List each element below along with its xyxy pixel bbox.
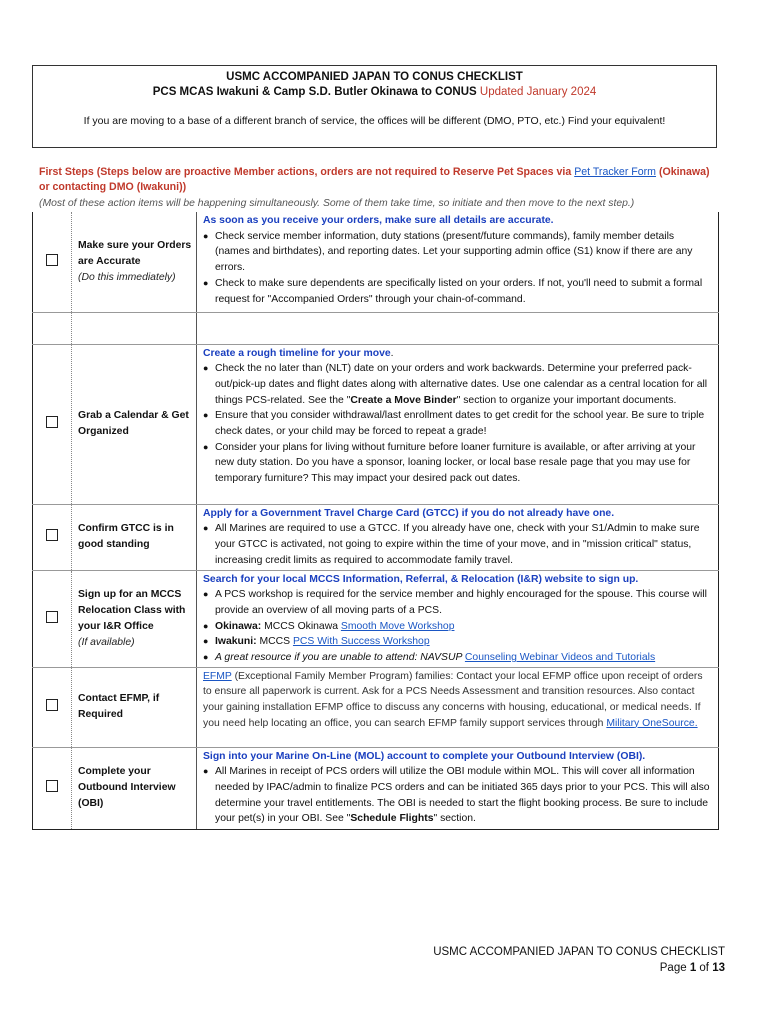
item-name-cell (72, 570, 197, 667)
bullet-bold: Schedule Flights (350, 813, 434, 825)
item-desc-cell (197, 747, 719, 829)
item-desc-cell (197, 344, 719, 504)
page-total: 13 (712, 962, 725, 974)
bullet-text: A great resource if you are unable to attend: NAVSUP (215, 652, 465, 664)
item-name: Contact EFMP, if Required (78, 693, 160, 720)
table-row (33, 570, 719, 667)
item-desc-cell (197, 667, 719, 747)
list-item (203, 634, 710, 650)
bullet-text: " section. (433, 813, 476, 825)
checkbox-cell (33, 312, 72, 344)
pet-tracker-link[interactable]: Pet Tracker Form (574, 166, 657, 178)
document-subtitle (33, 85, 716, 100)
subtitle-text: PCS MCAS Iwakuni & Camp S.D. Butler Okinawa to CONUS (152, 86, 477, 98)
pcs-success-link[interactable]: PCS With Success Workshop (292, 636, 430, 648)
bullet-text: All Marines in receipt of PCS orders will utilize the OBI module within MOL. This will cover all information needed by IPAC/admin to finalize PCS orders and can be initiated 365 days prior to your PCS. This will also determine your travel entitlements. The OBI is needed to start the flight booking process. Be sure to include your pet(s) in your OBI. See " (215, 766, 710, 825)
table-row (33, 504, 719, 570)
first-steps-text-after: (Okinawa) or contacting DMO (Iwakuni)) (39, 166, 710, 193)
item-desc-head: Create a rough timeline for your move. (203, 347, 394, 359)
list-item (203, 650, 710, 666)
bullet-list (203, 229, 710, 308)
smooth-move-link[interactable]: Smooth Move Workshop (340, 620, 455, 632)
bullet-list (203, 764, 710, 827)
bullet-list (203, 521, 710, 568)
item-name: Make sure your Orders are Accurate (78, 239, 192, 267)
item-desc-head: Apply for a Government Travel Charge Card (GTCC) if you do not already have one. (203, 507, 615, 519)
efmp-text: (Exceptional Family Member Program) families: Contact your local EFMP office upon receipt of orders to ensure all paperwork is current. Ask for a PCS Needs Assessment and transition resources. Also contact your gaining installation EFMP office to discuss any concerns with housing, educational, or medical needs. If you need help locating an office, you can search EFMP family support services through (203, 670, 703, 729)
list-item: ● All Marines are required to use a GTCC. If you already have one, check with your S1/Admin to make sure your GTCC is activated, not going to expire within the time of your move, and in "mission critical" status, increasing credit limits as required to accommodate family travel. (203, 521, 710, 568)
item-name-cell (72, 667, 197, 747)
page-of: of (696, 962, 713, 974)
list-item: ● A PCS workshop is required for the service member and highly encouraged for the spouse. This course will provide an overview of all moving parts of a PCS. (203, 587, 710, 618)
table-row-empty (33, 312, 719, 344)
bullet-list (203, 587, 710, 666)
header-note: If you are moving to a base of a different branch of service, the offices will be different (DMO, PTO, etc.) Find your equivalent! (83, 115, 666, 127)
page-footer (433, 944, 725, 976)
item-name: Complete your Outbound Interview (OBI) (78, 766, 176, 809)
checkbox-cell (33, 667, 72, 747)
item-desc-head: Sign into your Marine On-Line (MOL) account to complete your Outbound Interview (OBI). (203, 750, 646, 762)
checkbox-calendar[interactable] (46, 416, 58, 428)
checkbox-cell (33, 504, 72, 570)
first-steps-heading (39, 165, 714, 195)
list-item: ● Ensure that you consider withdrawal/last enrollment dates to get credit for the school year. Be sure to triple check dates, or your child may be forced to repeat a grade! (203, 408, 710, 439)
bullet-list (203, 361, 710, 487)
checkbox-mccs[interactable] (46, 611, 58, 623)
item-name-sub: (If available) (78, 636, 135, 648)
item-desc-head-text: Create a rough timeline for your move (203, 347, 391, 359)
document-title: USMC ACCOMPANIED JAPAN TO CONUS CHECKLIST (226, 71, 523, 83)
item-name-cell (72, 747, 197, 829)
bullet-text: MCCS Okinawa (261, 620, 341, 632)
table-row (33, 747, 719, 829)
item-desc-cell (197, 570, 719, 667)
item-name-cell (72, 212, 197, 312)
list-item (203, 361, 710, 408)
checkbox-cell (33, 344, 72, 504)
item-name: Sign up for an MCCS Relocation Class with your I&R Office (78, 588, 186, 632)
navsup-webinar-link[interactable]: Counseling Webinar Videos and Tutorials (464, 652, 656, 664)
list-item (203, 619, 710, 635)
item-name-cell (72, 312, 197, 344)
table-row (33, 212, 719, 312)
item-desc-cell (197, 504, 719, 570)
checkbox-obi[interactable] (46, 780, 58, 792)
bullet-text: MCCS (256, 636, 293, 648)
checkbox-cell (33, 212, 72, 312)
list-item: ● Check to make sure dependents are specifically listed on your orders. If not, you'll need to submit a formal request for "Accompanied Orders" through your chain-of-command. (203, 276, 710, 307)
bullet-label: Okinawa: (215, 620, 262, 632)
item-desc-cell (197, 212, 719, 312)
page-number (433, 960, 725, 976)
bullet-bold: Create a Move Binder (350, 394, 457, 406)
list-item: ● Consider your plans for living without furniture before loaner furniture is available, or after arriving at your new duty station. Do you have a sponsor, loaning locker, or local base resale page that you may use for temporary furniture? This may impact your desired pack out dates. (203, 440, 710, 487)
list-item (203, 764, 710, 827)
checkbox-gtcc[interactable] (46, 529, 58, 541)
page-label: Page (659, 962, 690, 974)
updated-date: Updated January 2024 (479, 86, 597, 98)
header-box (32, 65, 717, 148)
item-name-sub: (Do this immediately) (78, 271, 176, 283)
bullet-text: " section to organize your important documents. (456, 394, 677, 406)
item-name: Grab a Calendar & Get Organized (78, 410, 189, 437)
table-row (33, 344, 719, 504)
efmp-link[interactable]: EFMP (203, 670, 232, 682)
item-name: Confirm GTCC is in good standing (78, 523, 174, 550)
checkbox-cell (33, 747, 72, 829)
military-onesource-link[interactable]: Military OneSource. (606, 717, 698, 729)
footer-title: USMC ACCOMPANIED JAPAN TO CONUS CHECKLIST (433, 946, 725, 958)
checkbox-efmp[interactable] (46, 699, 58, 711)
item-desc-head: As soon as you receive your orders, make sure all details are accurate. (203, 215, 554, 226)
table-row (33, 667, 719, 747)
checklist-table (32, 212, 719, 830)
checkbox-cell (33, 570, 72, 667)
item-name-cell (72, 344, 197, 504)
checkbox-orders[interactable] (46, 254, 58, 266)
list-item: ● Check service member information, duty stations (present/future commands), family member details (names and birthdates), and reporting dates. Let your supporting admin office (S1) know if there are any errors. (203, 229, 710, 276)
page-current: 1 (689, 962, 697, 974)
first-steps-note: (Most of these action items will be happening simultaneously. Some of them take time, so initiate and then move to the next step.) (39, 198, 635, 209)
bullet-label: Iwakuni: (215, 636, 257, 648)
item-name-cell (72, 504, 197, 570)
item-desc-cell (197, 312, 719, 344)
item-desc-head: Search for your local MCCS Information, Referral, & Relocation (I&R) website to sign up. (203, 573, 639, 585)
first-steps-text: First Steps (Steps below are proactive Member actions, orders are not required to Reserve Pet Spaces via (39, 166, 575, 178)
bullet-text: Check the no later than (NLT) date on your orders and work backwards. Determine your preferred pack-out/pick-up dates and flight dates along with alternative dates. Use one calendar as a central location for all things PCS-related. See the " (215, 363, 708, 406)
